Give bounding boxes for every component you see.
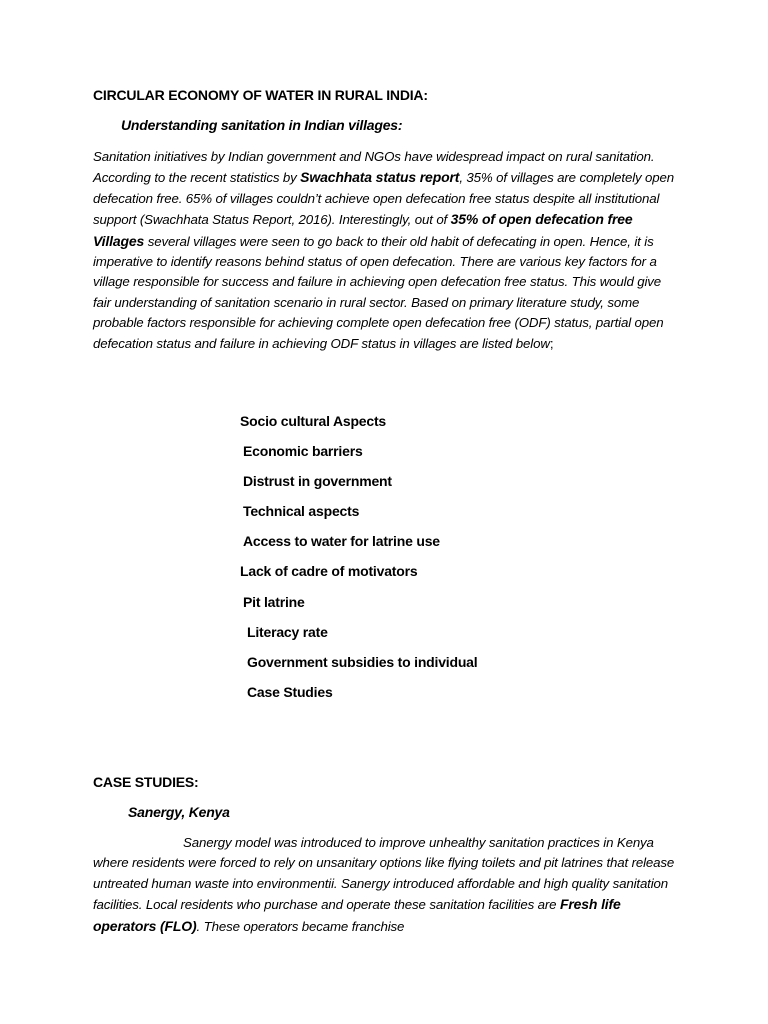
intro-text-2: , 35% of villages are completely open defecation free. 65% of villages couldn’t achieve open defecation free status despite all institutional support (Swachhata Status Report, 2016). Interestingly, out of — [93, 170, 675, 228]
sanergy-text-1: Sanergy model was introduced to improve unhealthy sanitation practices in Kenya where residents were forced to rely on unsanitary options like flying toilets and pit latrines that release untreated human waste into environmentii. Sanergy introduced affordable and high quality sanitation facilities. Local residents who purchase and operate these sanitation facilities are — [93, 835, 675, 913]
factor-item: Literacy rate — [247, 624, 328, 640]
intro-text-3: several villages were seen to go back to their old habit of defecating in open. Hence, it is imperative to identify reasons behind status of open defecation. There are various key factors for a village responsible for success and failure in achieving open defecation free status. This would give fair understanding of sanitation scenario in rural sector. Based on primary literature study, some probable factors responsible for achieving complete open defecation free (ODF) status, partial open defecation status and failure in achieving ODF status in villages are listed below — [93, 233, 664, 351]
sanergy-bold-1: Fresh life operators (FLO) — [93, 896, 621, 934]
factor-item: Access to water for latrine use — [243, 533, 440, 549]
factor-item: Technical aspects — [243, 503, 360, 519]
intro-paragraph — [93, 147, 677, 354]
factor-item: Case Studies — [247, 684, 333, 700]
section-subheading: Understanding sanitation in Indian villages: — [121, 117, 403, 133]
sanergy-text-2: . These operators became franchise — [196, 918, 405, 934]
document-title: CIRCULAR ECONOMY OF WATER IN RURAL INDIA: — [93, 87, 428, 103]
intro-text-end: ; — [549, 335, 554, 351]
factor-item: Government subsidies to individual — [247, 654, 478, 670]
factor-item: Economic barriers — [243, 443, 363, 459]
sanergy-paragraph — [93, 833, 677, 937]
intro-bold-1: Swachhata status report — [300, 169, 460, 186]
factor-item: Lack of cadre of motivators — [240, 563, 418, 579]
factor-item: Socio cultural Aspects — [240, 413, 387, 429]
intro-bold-2: 35% of open defecation free Villages — [93, 211, 633, 249]
case-study-title: Sanergy, Kenya — [128, 804, 230, 820]
factor-item: Distrust in government — [243, 473, 392, 489]
factor-item: Pit latrine — [243, 594, 305, 610]
case-studies-heading: CASE STUDIES: — [93, 774, 199, 790]
intro-text-1: Sanitation initiatives by Indian government and NGOs have widespread impact on rural sanitation. According to the recent statistics by — [93, 149, 655, 186]
